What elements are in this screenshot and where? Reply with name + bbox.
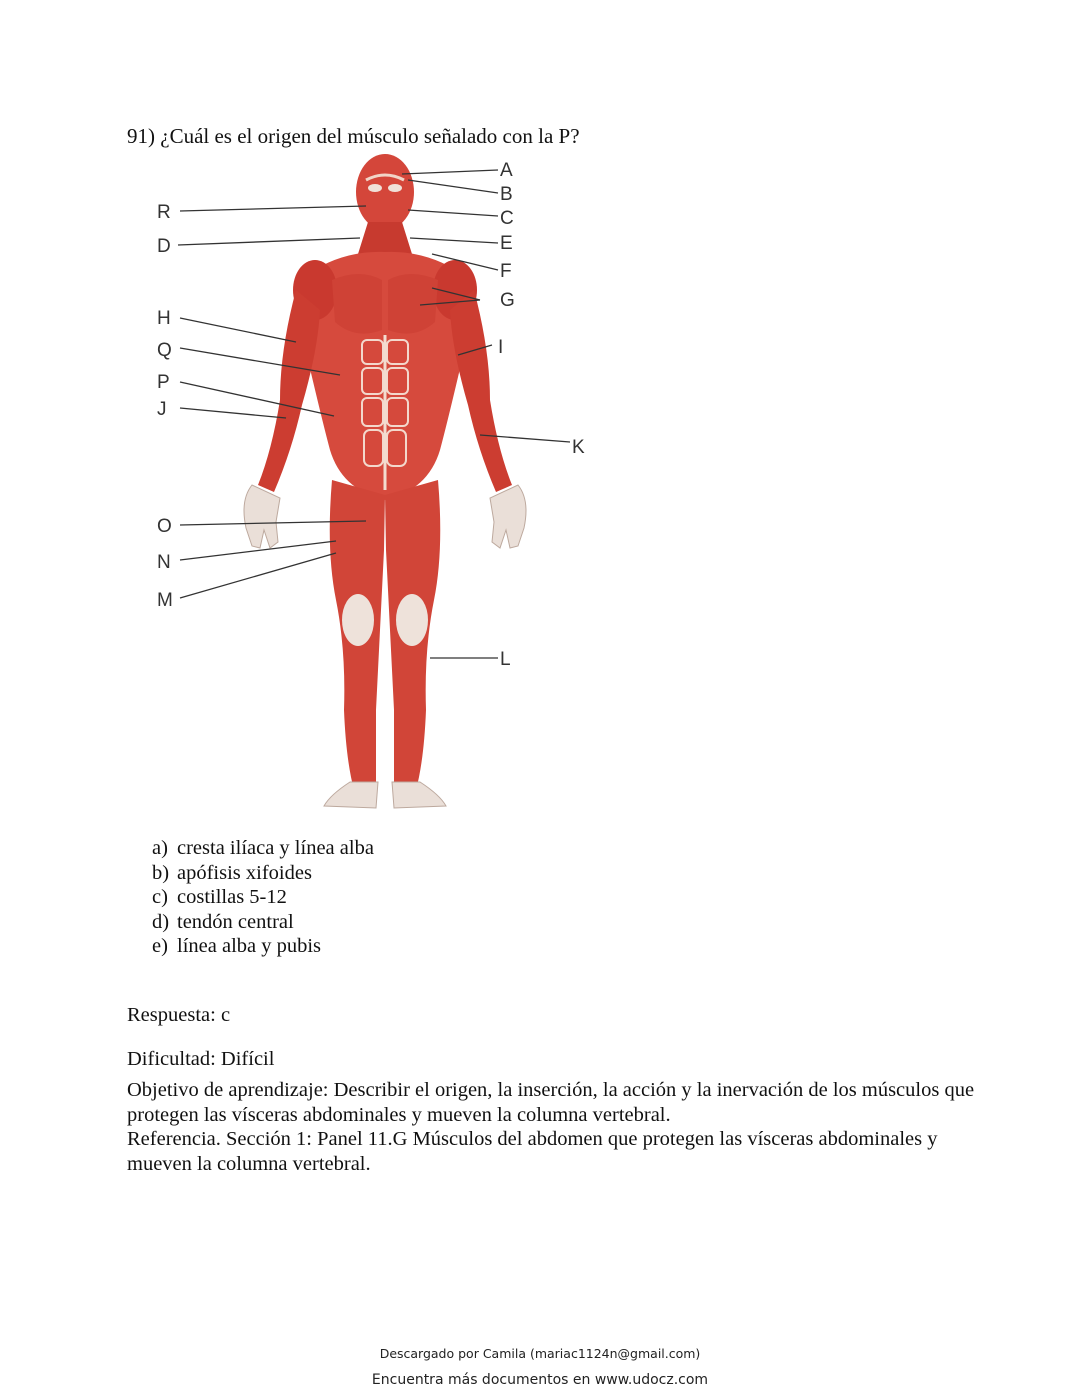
label-R: R (157, 202, 171, 223)
label-C: C (500, 208, 514, 229)
label-I: I (498, 337, 504, 358)
label-L: L (500, 649, 511, 670)
option-e: e) línea alba y pubis (152, 935, 322, 957)
difficulty-line: Dificultad: Difícil (127, 1048, 275, 1070)
footer-downloaded: Descargado por Camila (mariac1124n@gmail.com) (379, 1346, 701, 1361)
question-title: 91) ¿Cuál es el origen del músculo señalado con la P? (127, 124, 580, 148)
option-b: b) apófisis xifoides (152, 861, 312, 884)
reference-text: Referencia. Sección 1: Panel 11.G Músculos del abdomen que protegen las vísceras abdominales y mueven la columna vertebral. (127, 1128, 938, 1175)
label-G: G (500, 290, 515, 311)
option-d: d) tendón central (152, 910, 294, 933)
label-E: E (500, 233, 513, 254)
answer-options (152, 836, 374, 959)
label-J: J (157, 399, 167, 420)
label-O: O (157, 516, 172, 537)
label-P: P (157, 372, 170, 393)
label-A: A (500, 160, 513, 181)
label-D: D (157, 236, 171, 257)
figure-labels-right (498, 160, 585, 670)
learning-objective: Objetivo de aprendizaje: Describir el origen, la inserción, la acción y la inervación de los músculos que protegen las vísceras abdominales y mueven la columna vertebral. (127, 1079, 975, 1126)
body-illustration (244, 154, 526, 808)
answer-line: Respuesta: c (127, 1004, 231, 1026)
muscle-anatomy-figure (140, 150, 610, 815)
option-a: a) cresta ilíaca y línea alba (152, 837, 374, 859)
label-M: M (157, 590, 173, 611)
objective-block (127, 1078, 977, 1176)
label-B: B (500, 184, 513, 205)
label-K: K (572, 437, 585, 458)
figure-labels-left (157, 202, 173, 611)
footer-link[interactable]: Encuentra más documentos en www.udocz.com (371, 1372, 709, 1388)
label-F: F (500, 261, 512, 282)
option-c: c) costillas 5-12 (152, 886, 287, 908)
label-N: N (157, 552, 171, 573)
label-Q: Q (157, 340, 172, 361)
label-H: H (157, 308, 171, 329)
